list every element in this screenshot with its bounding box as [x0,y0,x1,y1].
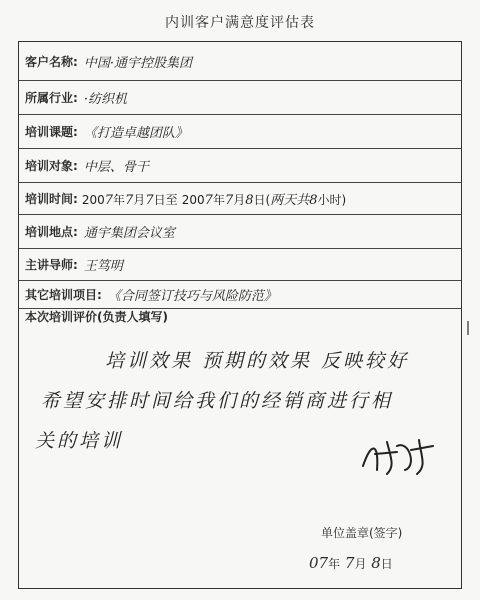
evaluation-label: 本次培训评价(负责人填写) [25,310,168,324]
topic-value: 《打造卓越团队》 [83,125,188,141]
topic-row [19,114,461,149]
industry-value: ·纺织机 [83,91,127,107]
time-value: 2007年7月7日至 2007年7月8日(两天共8小时) [81,192,347,208]
topic-label: 培训课题: [25,124,78,139]
other-row [19,280,461,309]
time-row [19,182,461,215]
evaluation-form [18,41,462,589]
other-value: 《合同签订技巧与风险防范》 [107,288,277,304]
location-label: 培训地点: [25,224,78,239]
evaluation-line-2: 希望安排时间给我们的经销商进行相 [41,390,394,412]
time-label: 培训时间: [25,191,78,206]
lecturer-row [19,248,461,281]
client-row [19,42,461,81]
lecturer-label: 主讲导师: [25,257,78,272]
industry-row [19,80,461,115]
lecturer-value: 王笃明 [83,258,123,274]
evaluation-line-1: 培训效果 预期的效果 反映较好 [105,350,410,372]
client-value: 中国·通宇控股集团 [83,55,192,71]
other-label: 其它培训项目: [25,287,102,302]
location-value: 通宇集团会议室 [83,225,175,241]
client-label: 客户名称: [25,54,78,69]
seal-label: 单位盖章(签字) [321,526,403,540]
signature-image [357,436,437,476]
evaluation-line-3: 关的培训 [35,430,124,452]
form-title: 内训客户满意度评估表 [165,15,315,31]
margin-mark-icon [465,321,471,335]
audience-value: 中层、骨干 [83,159,149,175]
signed-date: 07年 7月 8日 [309,554,393,572]
industry-label: 所属行业: [25,90,78,105]
audience-row [19,148,461,183]
audience-label: 培训对象: [25,158,78,173]
location-row [19,214,461,249]
